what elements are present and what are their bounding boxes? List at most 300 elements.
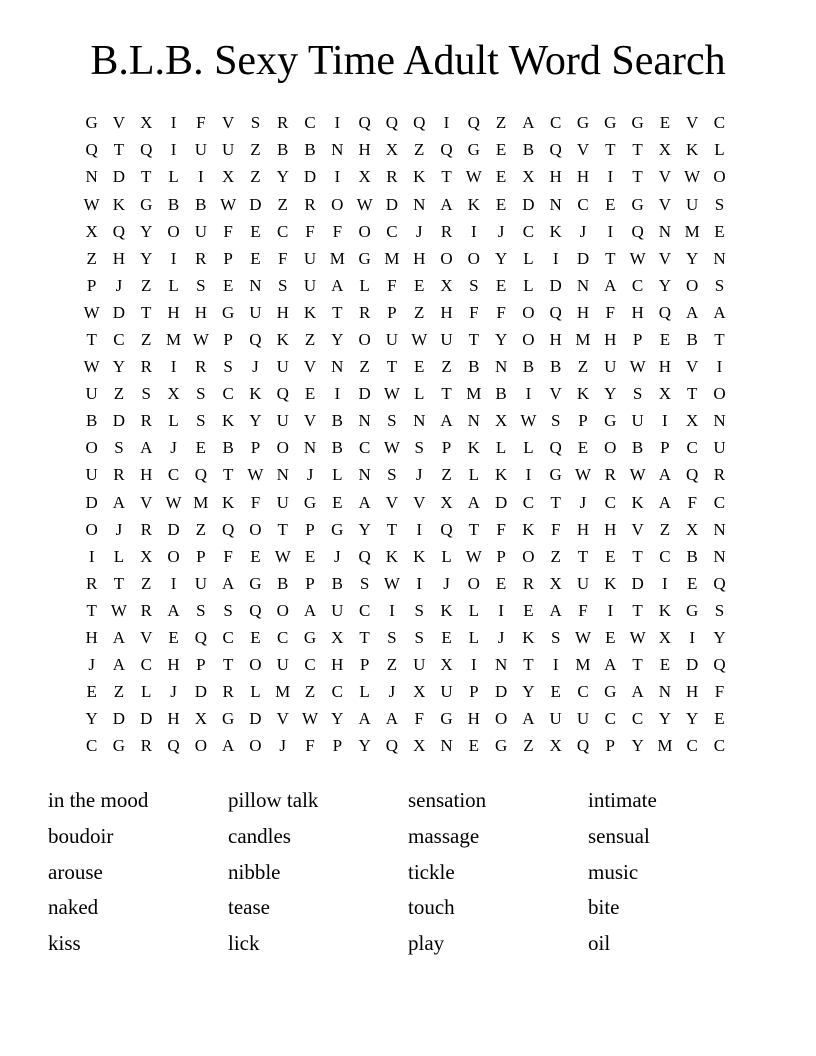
grid-cell: L bbox=[250, 682, 261, 702]
grid-cell: E bbox=[222, 275, 234, 295]
word-list-item: lick bbox=[228, 930, 260, 955]
grid-cell: D bbox=[631, 573, 644, 593]
grid-cell: H bbox=[576, 519, 590, 539]
word-list bbox=[48, 783, 816, 961]
grid-cell: M bbox=[657, 736, 673, 756]
grid-cell: X bbox=[658, 384, 672, 404]
grid-cell: C bbox=[277, 628, 289, 648]
grid-cell: Z bbox=[250, 140, 261, 160]
grid-cell: S bbox=[277, 275, 288, 295]
grid-cell: Q bbox=[249, 329, 262, 349]
grid-cell: K bbox=[112, 194, 126, 214]
grid-cell: C bbox=[222, 628, 234, 648]
grid-cell: U bbox=[576, 573, 590, 593]
grid-cell: U bbox=[249, 302, 262, 322]
grid-cell: I bbox=[170, 140, 177, 160]
grid-cell: I bbox=[607, 221, 614, 241]
grid-cell: T bbox=[359, 628, 370, 648]
grid-cell: L bbox=[468, 628, 479, 648]
word-list-item: massage bbox=[408, 824, 480, 849]
grid-cell: I bbox=[470, 655, 477, 675]
grid-cell: I bbox=[552, 248, 559, 268]
grid-cell: R bbox=[140, 411, 152, 431]
grid-cell: T bbox=[577, 546, 589, 566]
grid-cell: W bbox=[383, 573, 400, 593]
grid-cell: C bbox=[577, 682, 589, 702]
grid-cell: D bbox=[194, 682, 207, 702]
grid-cell: O bbox=[249, 736, 262, 756]
grid-cell: X bbox=[358, 167, 371, 187]
grid-cell: T bbox=[141, 167, 152, 187]
grid-cell: G bbox=[631, 113, 644, 133]
grid-cell: J bbox=[579, 492, 587, 512]
grid-cell: L bbox=[141, 682, 152, 702]
grid-cell: U bbox=[631, 411, 644, 431]
grid-cell: A bbox=[658, 492, 672, 512]
grid-cell: H bbox=[467, 709, 480, 729]
grid-cell: A bbox=[549, 600, 562, 620]
grid-cell: I bbox=[662, 411, 668, 431]
grid-cell: S bbox=[714, 600, 725, 620]
grid-cell: S bbox=[223, 600, 233, 620]
grid-cell: Y bbox=[331, 329, 344, 349]
grid-cell: T bbox=[113, 573, 125, 593]
grid-cell: G bbox=[604, 113, 617, 133]
grid-cell: C bbox=[604, 492, 616, 512]
grid-cell: E bbox=[468, 736, 479, 756]
grid-cell: O bbox=[167, 546, 180, 566]
grid-cell: S bbox=[250, 113, 261, 133]
grid-cell: U bbox=[276, 492, 289, 512]
grid-cell: C bbox=[522, 492, 535, 512]
grid-cell: L bbox=[523, 438, 534, 458]
grid-cell: X bbox=[413, 682, 426, 702]
grid-cell: G bbox=[494, 736, 508, 756]
word-list-item: naked bbox=[48, 895, 99, 920]
grid-cell: R bbox=[140, 519, 152, 539]
grid-cell: E bbox=[495, 140, 507, 160]
grid-cell: E bbox=[495, 275, 507, 295]
grid-cell: U bbox=[604, 357, 617, 377]
grid-cell: E bbox=[605, 194, 616, 214]
grid-cell: H bbox=[167, 709, 180, 729]
grid-cell: V bbox=[631, 519, 644, 539]
grid-cell: L bbox=[414, 384, 425, 404]
grid-cell: E bbox=[86, 682, 97, 702]
grid-cell: I bbox=[689, 628, 696, 648]
grid-cell: O bbox=[604, 438, 617, 458]
grid-cell: P bbox=[578, 411, 588, 431]
grid-cell: O bbox=[522, 302, 535, 322]
grid-cell: X bbox=[658, 140, 672, 160]
grid-cell: F bbox=[550, 519, 561, 539]
word-list-item: oil bbox=[588, 930, 611, 955]
grid-cell: I bbox=[470, 221, 477, 241]
grid-cell: K bbox=[276, 329, 289, 349]
grid-cell: D bbox=[549, 275, 562, 295]
grid-cell: U bbox=[194, 573, 207, 593]
grid-cell: C bbox=[604, 709, 616, 729]
grid-cell: C bbox=[522, 221, 535, 241]
grid-cell: O bbox=[440, 248, 453, 268]
grid-cell: U bbox=[686, 194, 699, 214]
grid-cell: N bbox=[494, 357, 508, 377]
grid-cell: Z bbox=[414, 140, 425, 160]
grid-cell: E bbox=[714, 709, 725, 729]
grid-cell: G bbox=[112, 736, 126, 756]
grid-cell: C bbox=[85, 736, 98, 756]
grid-cell: Z bbox=[277, 194, 288, 214]
grid-cell: P bbox=[223, 248, 233, 268]
grid-cell: O bbox=[358, 329, 371, 349]
grid-cell: P bbox=[86, 275, 97, 295]
word-list-item: music bbox=[588, 859, 639, 884]
grid-cell: X bbox=[167, 384, 180, 404]
grid-cell: I bbox=[662, 573, 668, 593]
grid-cell: L bbox=[468, 465, 479, 485]
grid-cell: Q bbox=[358, 113, 371, 133]
grid-cell: Z bbox=[441, 357, 452, 377]
grid-cell: C bbox=[358, 438, 371, 458]
grid-cell: I bbox=[334, 113, 341, 133]
grid-cell: I bbox=[170, 573, 177, 593]
grid-cell: X bbox=[440, 655, 453, 675]
grid-cell: W bbox=[629, 357, 646, 377]
word-list-item: tickle bbox=[408, 859, 455, 884]
word-list-item: touch bbox=[408, 895, 455, 920]
grid-cell: P bbox=[359, 655, 370, 675]
grid-cell: V bbox=[576, 140, 590, 160]
grid-cell: W bbox=[465, 167, 482, 187]
grid-cell: S bbox=[414, 438, 424, 458]
grid-cell: V bbox=[276, 709, 289, 729]
grid-cell: A bbox=[658, 465, 672, 485]
grid-cell: B bbox=[522, 357, 535, 377]
grid-cell: N bbox=[713, 546, 726, 566]
grid-cell: E bbox=[332, 492, 343, 512]
grid-cell: M bbox=[275, 682, 291, 702]
grid-cell: C bbox=[140, 655, 152, 675]
grid-cell: Z bbox=[659, 519, 671, 539]
grid-cell: C bbox=[304, 655, 316, 675]
grid-cell: K bbox=[658, 600, 672, 620]
grid-cell: E bbox=[414, 275, 425, 295]
grid-cell: B bbox=[331, 438, 343, 458]
grid-cell: C bbox=[358, 600, 371, 620]
grid-cell: F bbox=[496, 302, 506, 322]
grid-cell: T bbox=[86, 600, 97, 620]
word-list-item: intimate bbox=[588, 788, 657, 813]
grid-cell: E bbox=[414, 357, 425, 377]
grid-cell: G bbox=[249, 573, 262, 593]
grid-cell: R bbox=[140, 736, 152, 756]
grid-cell: X bbox=[686, 411, 699, 431]
grid-cell: Y bbox=[658, 709, 672, 729]
grid-cell: V bbox=[658, 167, 672, 187]
grid-cell: K bbox=[604, 573, 617, 593]
grid-cell: W bbox=[192, 329, 209, 349]
grid-cell: O bbox=[276, 438, 289, 458]
grid-cell: A bbox=[167, 600, 180, 620]
grid-cell: I bbox=[389, 600, 395, 620]
grid-cell: B bbox=[631, 438, 644, 458]
grid-cell: G bbox=[331, 519, 344, 539]
grid-cell: W bbox=[383, 438, 400, 458]
grid-cell: N bbox=[85, 167, 98, 187]
word-list-column bbox=[588, 783, 768, 961]
grid-cell: V bbox=[221, 113, 235, 133]
grid-cell: C bbox=[686, 438, 698, 458]
grid-cell: Z bbox=[86, 248, 97, 268]
page-title: B.L.B. Sexy Time Adult Word Search bbox=[90, 38, 726, 84]
grid-cell: P bbox=[632, 329, 643, 349]
grid-cell: V bbox=[658, 248, 672, 268]
grid-cell: I bbox=[443, 113, 450, 133]
grid-cell: U bbox=[303, 248, 317, 268]
grid-cell: H bbox=[112, 248, 126, 268]
grid-cell: X bbox=[413, 736, 426, 756]
grid-cell: I bbox=[607, 600, 614, 620]
grid-cell: Q bbox=[658, 302, 672, 322]
grid-cell: J bbox=[443, 573, 450, 593]
grid-cell: G bbox=[440, 709, 453, 729]
grid-cell: H bbox=[549, 329, 562, 349]
grid-cell: Y bbox=[713, 628, 726, 648]
grid-cell: D bbox=[140, 709, 153, 729]
grid-cell: T bbox=[386, 357, 398, 377]
grid-cell: W bbox=[274, 546, 291, 566]
grid-cell: Y bbox=[112, 357, 126, 377]
grid-cell: P bbox=[305, 519, 315, 539]
grid-cell: Y bbox=[249, 411, 262, 431]
grid-cell: P bbox=[605, 736, 616, 756]
grid-cell: B bbox=[277, 573, 289, 593]
grid-cell: K bbox=[494, 465, 508, 485]
grid-cell: U bbox=[440, 682, 453, 702]
grid-cell: C bbox=[713, 113, 726, 133]
grid-cell: M bbox=[384, 248, 400, 268]
grid-cell: W bbox=[356, 194, 373, 214]
grid-cell: Y bbox=[85, 709, 98, 729]
word-list-item: arouse bbox=[48, 859, 103, 884]
grid-cell: E bbox=[495, 194, 507, 214]
grid-cell: I bbox=[525, 465, 532, 485]
grid-cell: W bbox=[574, 628, 592, 648]
grid-cell: C bbox=[713, 492, 726, 512]
grid-cell: R bbox=[358, 302, 371, 322]
grid-cell: G bbox=[549, 465, 562, 485]
grid-cell: Y bbox=[140, 248, 153, 268]
grid-cell: O bbox=[85, 519, 98, 539]
grid-cell: F bbox=[414, 709, 424, 729]
grid-cell: K bbox=[413, 546, 426, 566]
grid-cell: K bbox=[467, 194, 480, 214]
grid-cell: H bbox=[331, 655, 344, 675]
grid-cell: K bbox=[522, 628, 535, 648]
grid-cell: T bbox=[632, 546, 643, 566]
grid-cell: T bbox=[86, 329, 97, 349]
grid-cell: E bbox=[659, 113, 671, 133]
grid-cell: W bbox=[684, 167, 701, 187]
grid-cell: B bbox=[468, 357, 480, 377]
grid-cell: I bbox=[198, 167, 204, 187]
grid-cell: S bbox=[469, 275, 479, 295]
grid-cell: S bbox=[196, 275, 206, 295]
grid-cell: Z bbox=[250, 167, 261, 187]
grid-cell: E bbox=[686, 573, 698, 593]
grid-cell: A bbox=[112, 492, 126, 512]
grid-cell: H bbox=[167, 302, 180, 322]
word-list-item: kiss bbox=[48, 930, 81, 955]
grid-cell: M bbox=[165, 329, 182, 349]
grid-cell: M bbox=[684, 221, 700, 241]
grid-cell: C bbox=[386, 221, 398, 241]
grid-cell: Y bbox=[276, 167, 289, 187]
grid-cell: U bbox=[194, 140, 207, 160]
grid-cell: B bbox=[331, 411, 343, 431]
grid-cell: A bbox=[440, 194, 453, 214]
grid-cell: U bbox=[194, 221, 207, 241]
grid-cell: Q bbox=[549, 140, 562, 160]
grid-cell: M bbox=[575, 329, 591, 349]
grid-cell: V bbox=[303, 357, 317, 377]
grid-cell: N bbox=[413, 194, 426, 214]
grid-cell: J bbox=[88, 655, 95, 675]
grid-cell: Z bbox=[141, 573, 152, 593]
grid-cell: N bbox=[713, 411, 726, 431]
grid-cell: D bbox=[385, 194, 399, 214]
grid-cell: L bbox=[168, 275, 179, 295]
grid-cell: N bbox=[440, 736, 453, 756]
grid-cell: U bbox=[385, 329, 399, 349]
grid-cell: A bbox=[221, 736, 235, 756]
grid-cell: L bbox=[468, 600, 479, 620]
grid-cell: Z bbox=[113, 682, 125, 702]
grid-cell: Q bbox=[276, 384, 289, 404]
grid-cell: Z bbox=[441, 465, 452, 485]
grid-cell: T bbox=[441, 384, 452, 404]
grid-cell: E bbox=[250, 221, 261, 241]
grid-cell: A bbox=[713, 302, 726, 322]
grid-cell: V bbox=[112, 113, 126, 133]
grid-cell: S bbox=[387, 628, 397, 648]
grid-cell: G bbox=[358, 248, 371, 268]
grid-cell: S bbox=[414, 600, 424, 620]
grid-cell: C bbox=[713, 736, 726, 756]
grid-cell: J bbox=[306, 465, 314, 485]
grid-cell: F bbox=[687, 492, 697, 512]
grid-cell: F bbox=[223, 546, 233, 566]
grid-cell: Z bbox=[141, 275, 152, 295]
grid-cell: F bbox=[305, 736, 315, 756]
grid-cell: I bbox=[416, 519, 423, 539]
grid-cell: X bbox=[140, 546, 153, 566]
grid-cell: A bbox=[522, 709, 535, 729]
grid-cell: W bbox=[110, 600, 127, 620]
grid-cell: J bbox=[334, 546, 341, 566]
grid-cell: F bbox=[469, 302, 479, 322]
grid-cell: R bbox=[277, 113, 289, 133]
word-list-column bbox=[48, 783, 228, 961]
grid-cell: Y bbox=[631, 736, 644, 756]
grid-cell: V bbox=[549, 384, 562, 404]
grid-cell: Z bbox=[359, 357, 370, 377]
grid-cell: N bbox=[658, 682, 672, 702]
grid-cell: R bbox=[440, 221, 453, 241]
grid-cell: Y bbox=[358, 736, 371, 756]
grid-cell: E bbox=[605, 546, 616, 566]
word-list-item: pillow talk bbox=[228, 788, 319, 813]
grid-cell: A bbox=[112, 628, 126, 648]
grid-cell: V bbox=[413, 492, 426, 512]
grid-cell: Q bbox=[249, 600, 262, 620]
grid-cell: C bbox=[686, 736, 698, 756]
grid-cell: G bbox=[140, 194, 153, 214]
grid-cell: C bbox=[631, 709, 644, 729]
grid-cell: B bbox=[495, 384, 507, 404]
grid-cell: M bbox=[329, 248, 345, 268]
grid-cell: H bbox=[194, 302, 207, 322]
grid-cell: Z bbox=[195, 519, 207, 539]
grid-cell: O bbox=[522, 329, 535, 349]
grid-cell: R bbox=[140, 600, 152, 620]
grid-cell: D bbox=[85, 492, 98, 512]
grid-cell: J bbox=[252, 357, 259, 377]
word-list-item: play bbox=[408, 930, 445, 955]
grid-cell: Q bbox=[194, 465, 207, 485]
grid-cell: X bbox=[440, 492, 453, 512]
grid-cell: T bbox=[222, 465, 234, 485]
grid-cell: C bbox=[631, 275, 644, 295]
grid-cell: W bbox=[247, 465, 264, 485]
grid-cell: W bbox=[520, 411, 537, 431]
grid-cell: S bbox=[141, 384, 151, 404]
grid-cell: B bbox=[167, 194, 180, 214]
grid-cell: C bbox=[304, 113, 316, 133]
grid-cell: H bbox=[140, 465, 153, 485]
grid-cell: X bbox=[549, 573, 562, 593]
grid-cell: R bbox=[222, 682, 234, 702]
grid-cell: H bbox=[604, 329, 617, 349]
grid-cell: H bbox=[85, 628, 98, 648]
grid-cell: X bbox=[658, 628, 672, 648]
grid-cell: R bbox=[386, 167, 398, 187]
grid-cell: E bbox=[495, 573, 507, 593]
grid-cell: E bbox=[495, 167, 507, 187]
grid-cell: Z bbox=[386, 655, 398, 675]
grid-cell: B bbox=[304, 140, 316, 160]
grid-cell: W bbox=[629, 465, 646, 485]
grid-cell: I bbox=[607, 167, 614, 187]
grid-cell: V bbox=[385, 492, 399, 512]
grid-cell: O bbox=[358, 221, 371, 241]
grid-cell: S bbox=[414, 628, 424, 648]
grid-cell: T bbox=[222, 655, 234, 675]
grid-cell: M bbox=[193, 492, 209, 512]
grid-cell: N bbox=[331, 140, 344, 160]
grid-cell: N bbox=[358, 411, 371, 431]
grid-cell: U bbox=[85, 465, 98, 485]
grid-cell: N bbox=[358, 465, 371, 485]
grid-cell: O bbox=[713, 384, 726, 404]
grid-cell: W bbox=[83, 302, 100, 322]
grid-cell: S bbox=[550, 411, 561, 431]
grid-cell: E bbox=[714, 221, 725, 241]
grid-cell: B bbox=[550, 357, 562, 377]
grid-cell: E bbox=[659, 329, 671, 349]
grid-cell: F bbox=[277, 248, 288, 268]
grid-cell: Q bbox=[221, 519, 235, 539]
